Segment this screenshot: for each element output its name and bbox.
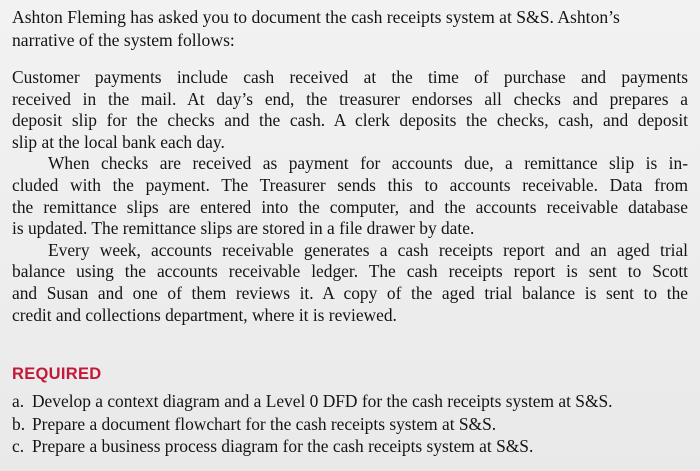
required-list xyxy=(12,390,692,458)
narrative-line: deposit slip for the checks and the cash. A clerk deposits the checks, cash, and deposit xyxy=(12,110,688,131)
narrative-line: is updated. The remittance slips are stored in a file drawer by date. xyxy=(12,218,475,239)
intro-line: Ashton Fleming has asked you to document the cash receipts system at S&S. Ashton’s xyxy=(12,7,620,27)
narrative-line: the remittance slips are entered into the computer, and the accounts receivable database xyxy=(12,196,688,217)
narrative-line: Every week, accounts receivable generates a cash receipts report and an aged trial xyxy=(48,239,688,260)
narrative-line: cluded with the payment. The Treasurer sends this to accounts receivable. Data from xyxy=(12,174,688,195)
required-heading: REQUIRED xyxy=(12,365,102,383)
narrative-line: balance using the accounts receivable ledger. The cash receipts report is sent to Scott xyxy=(12,261,688,282)
narrative-line: and Susan and one of them reviews it. A copy of the aged trial balance is sent to the xyxy=(12,282,688,303)
required-item-text: Develop a context diagram and a Level 0 DFD for the cash receipts system at S&S. xyxy=(32,391,613,411)
narrative-line: Customer payments include cash received at the time of purchase and payments xyxy=(12,67,688,87)
intro-line: narrative of the system follows: xyxy=(12,30,235,50)
required-item-letter: c. xyxy=(12,436,25,456)
required-item-text: Prepare a document flowchart for the cash receipts system at S&S. xyxy=(32,413,497,434)
narrative-line: received in the mail. At day’s end, the treasurer endorses all checks and prepares a xyxy=(12,88,688,109)
narrative-line: slip at the local bank each day. xyxy=(12,131,225,152)
required-item-text: Prepare a business process diagram for the cash receipts system at S&S. xyxy=(32,436,534,456)
required-item xyxy=(12,413,692,436)
required-item-letter: b. xyxy=(12,413,26,434)
required-item-letter: a. xyxy=(12,391,25,411)
required-item xyxy=(12,435,692,458)
intro-paragraph xyxy=(12,6,692,52)
narrative-line: When checks are received as payment for accounts due, a remittance slip is in- xyxy=(48,153,688,174)
narrative-line: credit and collections department, where it is reviewed. xyxy=(12,304,397,325)
required-item xyxy=(12,390,692,413)
narrative-text xyxy=(12,67,688,326)
